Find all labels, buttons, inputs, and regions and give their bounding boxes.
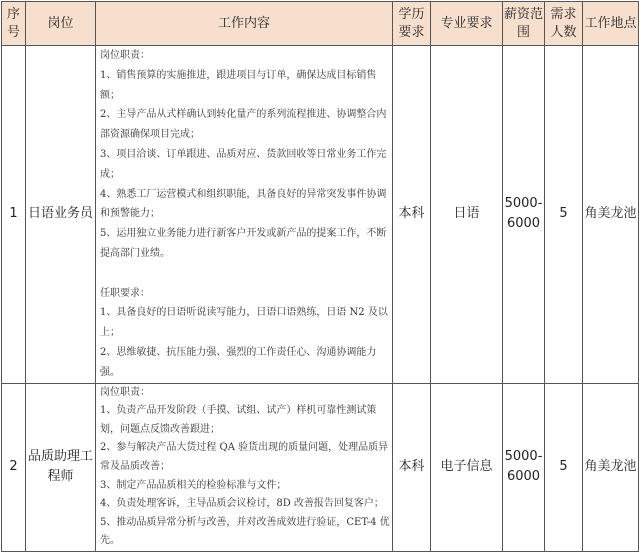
content-line: 3、制定产品品质相关的检验标准与文件；	[100, 479, 287, 491]
content-line: 任职要求：	[100, 287, 150, 299]
content-gap	[100, 264, 390, 284]
content-line: 2、主导产品从式样确认到转化量产的系列流程推进、协调整合内部资源确保项目完成；	[100, 109, 387, 141]
row-no: 2	[2, 383, 26, 551]
row-major: 日语	[431, 46, 503, 384]
header-education: 学历要求	[393, 2, 431, 46]
content-line: 2、参与解决产品大货过程 QA 验货出现的质量问题，处理品质异常及品质改善；	[100, 442, 389, 472]
row-count: 5	[545, 46, 583, 384]
row-content	[96, 46, 393, 384]
row-position: 日语业务员	[26, 46, 96, 384]
header-major: 专业要求	[431, 2, 503, 46]
content-line: 1、负责产品开发阶段（手摸、试组、试产）样机可靠性测试策划，问题点反馈改善跟进；	[100, 405, 377, 435]
row-count: 5	[545, 383, 583, 551]
row-education: 本科	[393, 46, 431, 384]
row-position: 品质助理工程师	[26, 383, 96, 551]
header-content: 工作内容	[96, 2, 393, 46]
row-location: 角美龙池	[583, 383, 639, 551]
header-position: 岗位	[26, 2, 96, 46]
header-row	[2, 2, 639, 46]
content-line: 5、推动品质异常分析与改善，并对改善成效进行验证，CET-4 优先。	[100, 516, 390, 547]
content-line: 1、具备良好的日语听说读写能力，日语口语熟练，日语 N2 及以上；	[100, 307, 388, 339]
content-line: 2、思维敏捷、抗压能力强、强烈的工作责任心、沟通协调能力强。	[100, 346, 377, 378]
header-no: 序号	[2, 2, 26, 46]
content-line: 3、项目洽谈、订单跟进、品质对应、货款回收等日常业务工作完成；	[100, 148, 387, 180]
table-row	[2, 383, 639, 551]
job-table	[1, 1, 639, 552]
content-line: 5、运用独立业务能力进行新客户开发或新产品的提案工作，不断提高部门业绩。	[100, 228, 387, 259]
header-salary: 薪资范围	[503, 2, 545, 46]
header-count: 需求人数	[545, 2, 583, 46]
content-line: 4、熟悉工厂运营模式和组织职能，具备良好的异常突发事件协调和预警能力；	[100, 188, 387, 220]
row-salary: 5000-6000	[503, 383, 545, 551]
content-line: 岗位职责：	[100, 50, 150, 61]
content-line: 岗位职责：	[100, 386, 150, 398]
row-major: 电子信息	[431, 383, 503, 551]
header-location: 工作地点	[583, 2, 639, 46]
row-content	[96, 383, 393, 551]
row-salary: 5000-6000	[503, 46, 545, 384]
table-row	[2, 46, 639, 384]
row-location: 角美龙池	[583, 46, 639, 384]
content-line: 4、负责处理客诉，主导品质会议检讨，8D 改善报告回复客户；	[100, 498, 384, 510]
row-education: 本科	[393, 383, 431, 551]
row-no: 1	[2, 46, 26, 384]
content-line: 1、销售预算的实施推进，跟进项目与订单，确保达成目标销售额；	[100, 69, 377, 101]
